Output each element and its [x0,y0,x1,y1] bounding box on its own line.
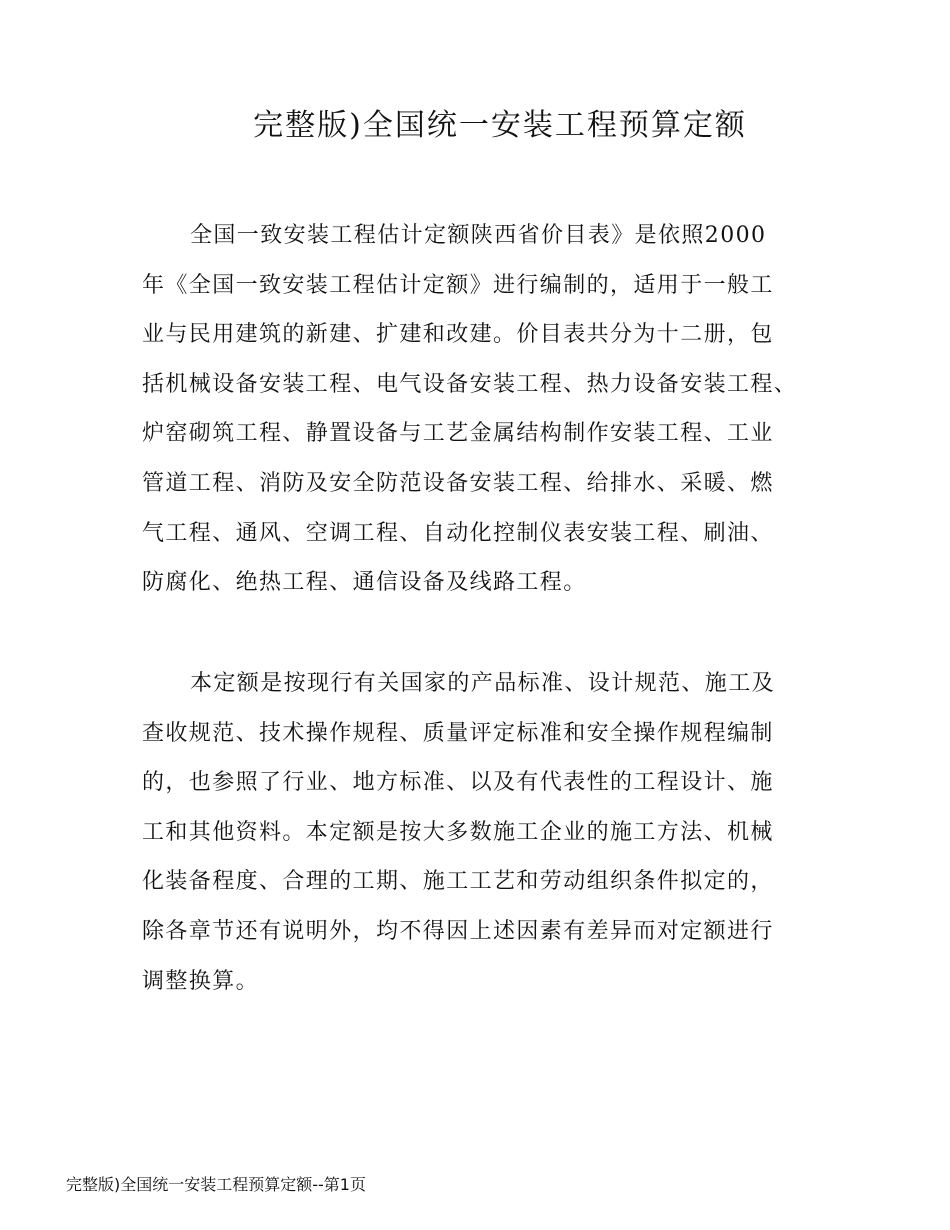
paragraph-1 [142,211,828,608]
paragraph-line: 炉窑砌筑工程、静置设备与工艺金属结构制作安装工程、工业 [142,421,774,447]
paragraph-line: 业与民用建筑的新建、扩建和改建。价目表共分为十二册，包 [142,322,774,348]
paragraph-line: 化装备程度、合理的工期、施工工艺和劳动组织条件拟定的， [142,869,774,895]
paragraph-line: 年《全国一致安装工程估计定额》进行编制的，适用于一般工 [142,272,774,298]
paragraph-line: 除各章节还有说明外，均不得因上述因素有差异而对定额进行 [142,918,774,944]
document-title: 完整版)全国统一安装工程预算定额 [253,108,747,143]
paragraph-line: 全国一致安装工程估计定额陕西省价目表》是依照2000 [190,223,767,248]
paragraph-line: 的，也参照了行业、地方标准、以及有代表性的工程设计、施 [142,770,774,796]
paragraph-line: 括机械设备安装工程、电气设备安装工程、热力设备安装工程、 [142,371,798,397]
paragraph-line: 调整换算。 [142,968,260,994]
paragraph-2 [142,659,828,1006]
paragraph-line: 查收规范、技术操作规程、质量评定标准和安全操作规程编制 [142,720,774,746]
paragraph-line: 气工程、通风、空调工程、自动化控制仪表安装工程、刷油、 [142,520,774,546]
paragraph-line: 工和其他资料。本定额是按大多数施工企业的施工方法、机械 [142,819,774,845]
page-footer: 完整版)全国统一安装工程预算定额--第1页 [66,1175,366,1194]
paragraph-line: 本定额是按现行有关国家的产品标准、设计规范、施工及 [190,671,776,696]
paragraph-line: 管道工程、消防及安全防范设备安装工程、给排水、采暖、燃 [142,470,774,496]
paragraph-line: 防腐化、绝热工程、通信设备及线路工程。 [142,570,587,596]
